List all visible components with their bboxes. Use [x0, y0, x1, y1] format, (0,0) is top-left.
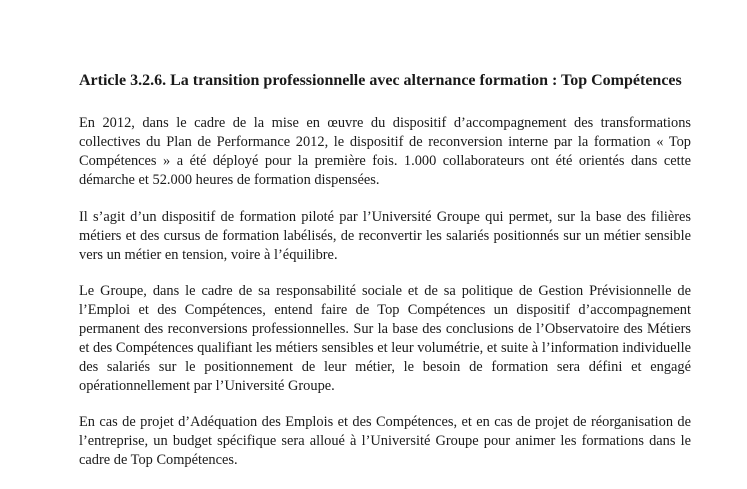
paragraph-1	[79, 114, 691, 190]
paragraph-line: l’entreprise, un budget spécifique sera alloué à l’Université Groupe pour animer les formations dans le	[79, 433, 691, 449]
paragraph-line: opérationnellement par l’Université Groupe.	[79, 378, 335, 394]
article-heading: Article 3.2.6. La transition professionnelle avec alternance formation : Top Compétences	[79, 72, 682, 89]
paragraph-line: des salariés sur le positionnement de leur métier, le besoin de formation sera défini et engagé	[79, 359, 691, 375]
paragraph-line: l’Emploi et des Compétences, entend faire de Top Compétences un dispositif d’accompagnement	[79, 302, 691, 318]
paragraph-line: En cas de projet d’Adéquation des Emplois et des Compétences, et en cas de projet de réorganisation de	[79, 414, 691, 430]
paragraph-line: collectives du Plan de Performance 2012, le dispositif de reconversion interne par la formation « Top	[79, 134, 691, 150]
paragraph-3	[79, 282, 691, 396]
paragraph-line: cadre de Top Compétences.	[79, 452, 238, 468]
paragraph-line: Il s’agit d’un dispositif de formation piloté par l’Université Groupe qui permet, sur la base des filières	[79, 209, 691, 225]
paragraph-line: démarche et 52.000 heures de formation dispensées.	[79, 172, 380, 188]
paragraph-2	[79, 208, 691, 265]
paragraph-line: Compétences » a été déployé pour la première fois. 1.000 collaborateurs ont été orientés dans cette	[79, 153, 691, 169]
paragraph-line: métiers et des cursus de formation labélisés, de reconvertir les salariés positionnés sur un métier sensible	[79, 228, 691, 244]
paragraph-line: vers un métier en tension, voire à l’équilibre.	[79, 247, 338, 263]
paragraph-line: En 2012, dans le cadre de la mise en œuvre du dispositif d’accompagnement des transformations	[79, 115, 691, 131]
paragraph-4	[79, 413, 691, 470]
paragraph-line: permanent des reconversions professionnelles. Sur la base des conclusions de l’Observatoire des Métiers	[79, 321, 691, 337]
paragraph-line: et des Compétences qualifiant les métiers sensibles et leur volumétrie, et suite à l’information individuelle	[79, 340, 691, 356]
paragraph-line: Le Groupe, dans le cadre de sa responsabilité sociale et de sa politique de Gestion Prévisionnelle de	[79, 283, 691, 299]
